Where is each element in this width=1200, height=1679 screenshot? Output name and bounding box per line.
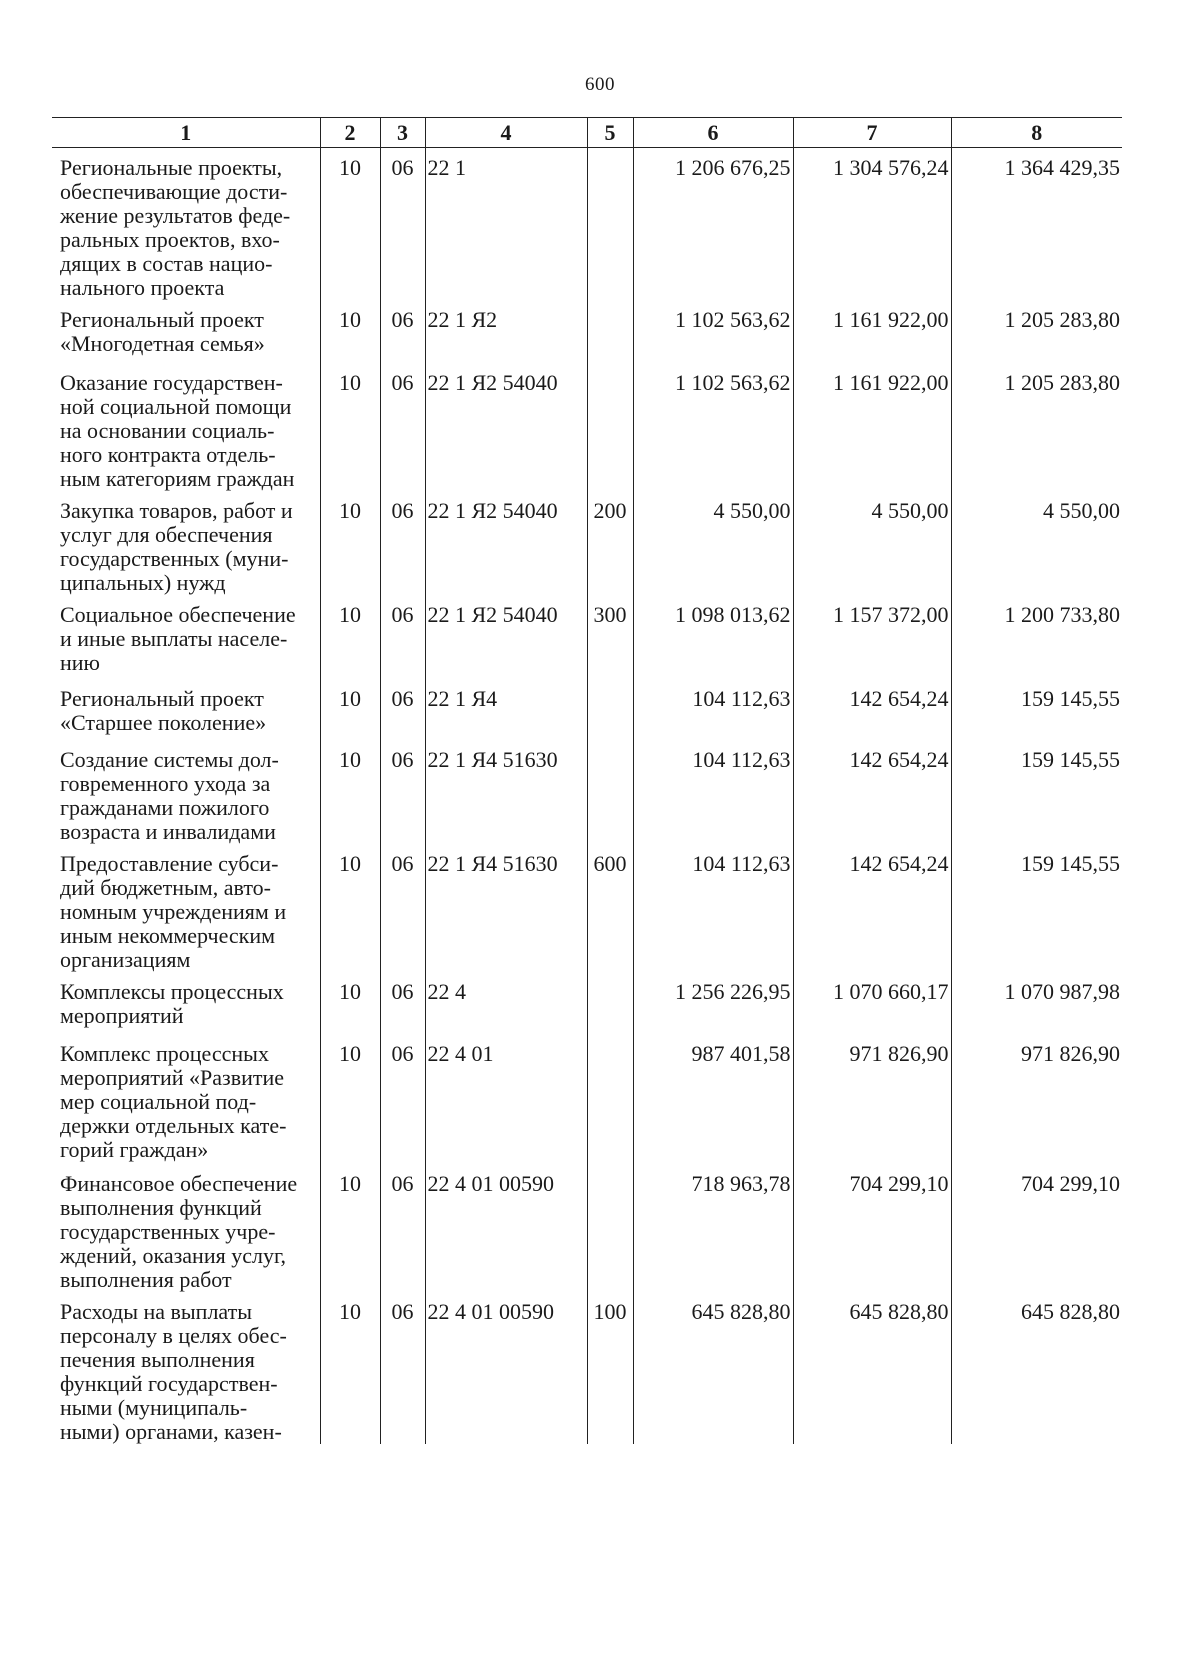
expense-type-code [587,740,633,844]
amount-col-6: 104 112,63 [633,679,793,740]
expense-type-code [587,1034,633,1164]
amount-col-8: 645 828,80 [951,1292,1122,1444]
subsection-code: 06 [380,1164,425,1292]
section-code: 10 [320,491,380,595]
table-row [52,1164,1122,1292]
amount-col-7: 704 299,10 [793,1164,951,1292]
amount-col-8: 1 070 987,98 [951,972,1122,1034]
section-code: 10 [320,844,380,972]
amount-col-7: 142 654,24 [793,844,951,972]
section-code: 10 [320,740,380,844]
row-name: Региональный проект «Многодетная семья» [60,307,265,356]
row-name: Создание системы дол- говременного ухода за гражданами пожилого возраста и инвалидами [60,747,279,844]
expense-type-code: 300 [587,595,633,679]
expense-type-code: 200 [587,491,633,595]
amount-col-7: 142 654,24 [793,679,951,740]
table-row [52,300,1122,363]
amount-col-7: 1 070 660,17 [793,972,951,1034]
table-row [52,844,1122,972]
section-code: 10 [320,1292,380,1444]
amount-col-8: 159 145,55 [951,679,1122,740]
amount-col-7: 1 157 372,00 [793,595,951,679]
column-header: 7 [793,118,951,148]
column-header: 4 [425,118,587,148]
table-row [52,1292,1122,1444]
amount-col-7: 1 161 922,00 [793,363,951,491]
section-code: 10 [320,148,380,301]
expense-type-code [587,363,633,491]
amount-col-8: 1 205 283,80 [951,363,1122,491]
amount-col-7: 1 304 576,24 [793,148,951,301]
table-row [52,740,1122,844]
amount-col-6: 1 256 226,95 [633,972,793,1034]
table-row [52,595,1122,679]
target-article-code: 22 1 [425,148,587,301]
amount-col-6: 4 550,00 [633,491,793,595]
amount-col-6: 1 102 563,62 [633,363,793,491]
row-name: Закупка товаров, работ и услуг для обеспечения государственных (муни- ципальных) нужд [60,498,293,595]
table-row [52,148,1122,301]
target-article-code: 22 1 Я4 51630 [425,740,587,844]
amount-col-6: 718 963,78 [633,1164,793,1292]
row-name: Расходы на выплаты персоналу в целях обес- печения выполнения функций государствен- ными (муниципаль- ными) органами, казен- [60,1299,287,1444]
amount-col-6: 645 828,80 [633,1292,793,1444]
amount-col-7: 4 550,00 [793,491,951,595]
table-row [52,972,1122,1034]
section-code: 10 [320,595,380,679]
amount-col-7: 971 826,90 [793,1034,951,1164]
column-header: 3 [380,118,425,148]
amount-col-8: 1 364 429,35 [951,148,1122,301]
table-header-row [52,118,1122,148]
target-article-code: 22 1 Я4 51630 [425,844,587,972]
amount-col-8: 159 145,55 [951,740,1122,844]
subsection-code: 06 [380,679,425,740]
amount-col-7: 142 654,24 [793,740,951,844]
amount-col-8: 4 550,00 [951,491,1122,595]
table-row [52,491,1122,595]
table-row [52,679,1122,740]
target-article-code: 22 4 01 00590 [425,1164,587,1292]
row-name: Финансовое обеспечение выполнения функций государственных учре- ждений, оказания услуг, выполнения работ [60,1171,298,1292]
amount-col-6: 1 206 676,25 [633,148,793,301]
table-row [52,363,1122,491]
expense-type-code [587,972,633,1034]
expense-type-code: 100 [587,1292,633,1444]
row-name: Региональный проект «Старшее поколение» [60,686,267,735]
subsection-code: 06 [380,844,425,972]
target-article-code: 22 4 01 [425,1034,587,1164]
column-header: 1 [52,118,320,148]
section-code: 10 [320,972,380,1034]
target-article-code: 22 1 Я4 [425,679,587,740]
column-header: 5 [587,118,633,148]
amount-col-8: 971 826,90 [951,1034,1122,1164]
target-article-code: 22 1 Я2 [425,300,587,363]
row-name: Социальное обеспечение и иные выплаты населе- нию [60,602,296,675]
subsection-code: 06 [380,595,425,679]
section-code: 10 [320,363,380,491]
expense-type-code [587,300,633,363]
expense-type-code [587,148,633,301]
subsection-code: 06 [380,972,425,1034]
amount-col-8: 159 145,55 [951,844,1122,972]
row-name: Оказание государствен- ной социальной помощи на основании социаль- ного контракта отдель- ным категориям граждан [60,370,295,491]
row-name: Региональные проекты, обеспечивающие дости- жение результатов феде- ральных проектов, вхо- дящих в состав нацио- нального проекта [60,155,291,300]
row-name: Комплекс процессных мероприятий «Развитие мер социальной под- держки отдельных кате- горий граждан» [60,1041,287,1162]
subsection-code: 06 [380,363,425,491]
expense-type-code: 600 [587,844,633,972]
amount-col-7: 645 828,80 [793,1292,951,1444]
subsection-code: 06 [380,740,425,844]
amount-col-6: 1 098 013,62 [633,595,793,679]
amount-col-8: 704 299,10 [951,1164,1122,1292]
column-header: 6 [633,118,793,148]
target-article-code: 22 1 Я2 54040 [425,363,587,491]
section-code: 10 [320,1034,380,1164]
column-header: 8 [951,118,1122,148]
section-code: 10 [320,1164,380,1292]
amount-col-8: 1 205 283,80 [951,300,1122,363]
amount-col-8: 1 200 733,80 [951,595,1122,679]
subsection-code: 06 [380,1292,425,1444]
target-article-code: 22 1 Я2 54040 [425,491,587,595]
amount-col-7: 1 161 922,00 [793,300,951,363]
target-article-code: 22 1 Я2 54040 [425,595,587,679]
subsection-code: 06 [380,1034,425,1164]
section-code: 10 [320,300,380,363]
column-header: 2 [320,118,380,148]
page-number: 600 [585,74,615,95]
target-article-code: 22 4 [425,972,587,1034]
budget-table [52,117,1122,1444]
subsection-code: 06 [380,491,425,595]
row-name: Комплексы процессных мероприятий [60,979,284,1028]
amount-col-6: 1 102 563,62 [633,300,793,363]
expense-type-code [587,1164,633,1292]
amount-col-6: 104 112,63 [633,740,793,844]
target-article-code: 22 4 01 00590 [425,1292,587,1444]
amount-col-6: 987 401,58 [633,1034,793,1164]
subsection-code: 06 [380,148,425,301]
subsection-code: 06 [380,300,425,363]
section-code: 10 [320,679,380,740]
table-row [52,1034,1122,1164]
amount-col-6: 104 112,63 [633,844,793,972]
row-name: Предоставление субси- дий бюджетным, авто- номным учреждениям и иным некоммерческим организациям [60,851,287,972]
expense-type-code [587,679,633,740]
